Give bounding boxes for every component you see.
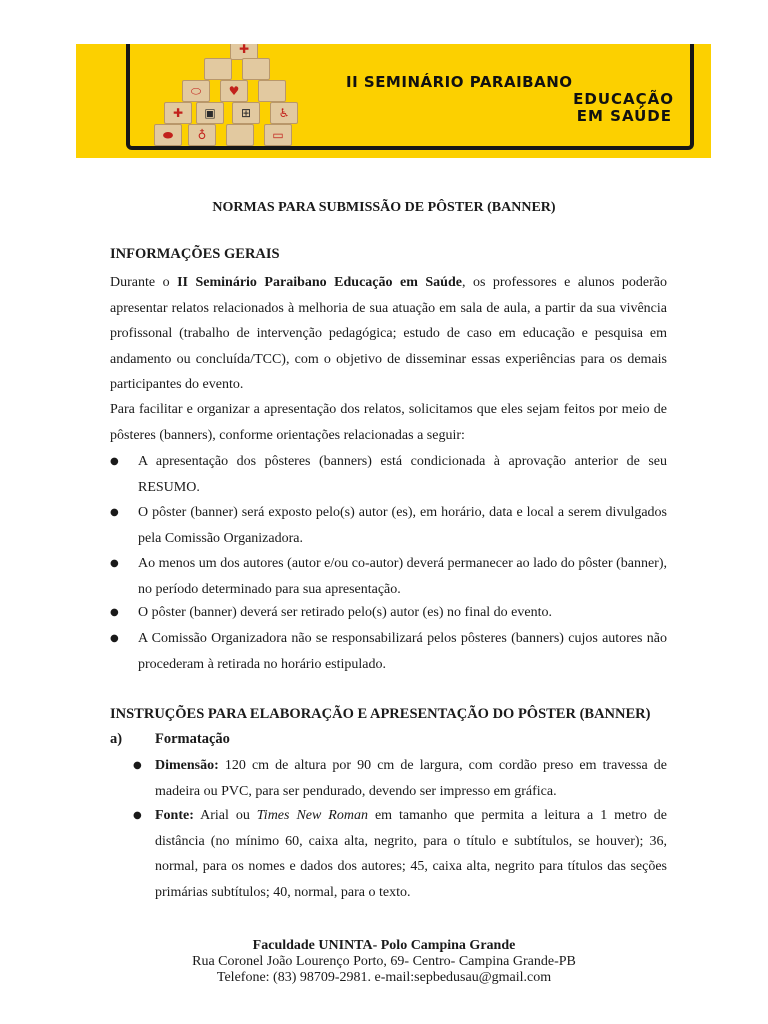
footer-address: Rua Coronel João Lourenço Porto, 69- Centro- Campina Grande-PB: [192, 954, 576, 969]
intro-text-post: , os professores e alunos poderão apresentar relatos relacionados à melhoria de sua atuação em sala de aula, a partir da sua vivência profissonal (trabalho de intervenção pedagógica; estudo de caso em educação e pesquisa em andamento ou concluída/TCC), com o objetivo de disseminar essas experiências para os demais participantes do evento.: [110, 275, 668, 392]
section-heading-general: INFORMAÇÕES GERAIS: [110, 246, 280, 262]
dimension-label: Dimensão:: [155, 758, 219, 773]
block-blank: [258, 80, 286, 102]
list-item: [110, 500, 667, 551]
footer-institution: Faculdade UNINTA- Polo Campina Grande: [252, 938, 516, 953]
banner-title: [346, 74, 676, 125]
list-item-text: O pôster (banner) será exposto pelo(s) autor (es), em horário, data e local a serem divulgados pela Comissão Organizadora.: [138, 505, 667, 546]
list-item: [110, 626, 667, 677]
medkit-icon: ▣: [196, 102, 224, 124]
font-label: Fonte:: [155, 808, 194, 823]
banner-title-line2: EDUCAÇÃO: [573, 90, 674, 108]
list-item-text: A Comissão Organizadora não se responsabilizará pelos pôsteres (banners) cujos autores não procederam à retirada no horário estipulado.: [138, 631, 667, 672]
medkit-icon: ✚: [164, 102, 192, 124]
bullet-icon: ●: [110, 507, 119, 518]
bullet-icon: ●: [110, 456, 119, 467]
medkit-icon: ⊞: [232, 102, 260, 124]
block-blank: [242, 58, 270, 80]
bullet-icon: ●: [133, 760, 142, 771]
list-item: [110, 449, 667, 500]
heart-icon: ♥: [220, 80, 248, 102]
pill-icon: ⬭: [182, 80, 210, 102]
pill-icon: ⬬: [154, 124, 182, 146]
list-item-text: O pôster (banner) deverá ser retirado pelo(s) autor (es) no final do evento.: [138, 605, 552, 620]
list-item-text: A apresentação dos pôsteres (banners) está condicionada à aprovação anterior de seu RESUMO.: [138, 454, 667, 495]
section-heading-instructions: INSTRUÇÕES PARA ELABORAÇÃO E APRESENTAÇÃO DO PÔSTER (BANNER): [110, 706, 651, 722]
document-title: NORMAS PARA SUBMISSÃO DE PÔSTER (BANNER): [212, 200, 556, 215]
bullet-icon: ●: [110, 607, 119, 618]
block-blank: [204, 58, 232, 80]
font-italic-name: Times New Roman: [256, 808, 368, 823]
event-name: II Seminário Paraibano Educação em Saúde: [177, 275, 462, 290]
list-item-text: Ao menos um dos autores (autor e/ou co-autor) deverá permanecer ao lado do pôster (banner), no período determinado para sua apresentação.: [138, 556, 667, 597]
block-blank: [226, 124, 254, 146]
paragraph-intro: [110, 270, 667, 398]
banner-title-line3: EM SAÚDE: [576, 107, 672, 125]
list-item: [110, 600, 667, 626]
event-banner: [76, 44, 711, 158]
subsection-label: a): [110, 731, 123, 747]
list-item: [110, 551, 667, 602]
list-item: [133, 803, 667, 905]
banner-frame: [126, 44, 694, 150]
footer-contact: Telefone: (83) 98709-2981. e-mail:sepbedusau@gmail.com: [216, 970, 552, 985]
subsection-title: Formatação: [155, 731, 230, 747]
stethoscope-icon: ♁: [188, 124, 216, 146]
font-text: em tamanho que permita a leitura a 1 metro de distância (no mínimo 60, caixa alta, negrito, para o título e subtítulos, se houver); 36, normal, para os nomes e dados dos autores; 45, caixa alta, negrito para títulos das seções primárias subtítulos; 40, normal, para o texto.: [155, 808, 667, 900]
intro-text-pre: Durante o: [110, 275, 178, 290]
dimension-text: 120 cm de altura por 90 cm de largura, com cordão preso em travessa de madeira ou PVC, para ser pendurado, devendo ser impresso em gráfica.: [155, 758, 667, 799]
medical-blocks-pyramid: [130, 44, 330, 146]
font-text-pre: Arial ou: [193, 808, 257, 823]
bullet-icon: ●: [110, 558, 119, 569]
plus-icon: ✚: [230, 44, 258, 60]
paragraph-purpose: Para facilitar e organizar a apresentação dos relatos, solicitamos que eles sejam feitos por meio de pôsteres (banners), conforme orientações relacionadas a seguir:: [110, 402, 667, 443]
list-item: [133, 753, 667, 804]
bullet-icon: ●: [133, 810, 142, 821]
banner-title-line1: II SEMINÁRIO PARAIBANO: [346, 73, 573, 91]
bullet-icon: ●: [110, 633, 119, 644]
jar-icon: ▭: [264, 124, 292, 146]
wheelchair-icon: ♿: [270, 102, 298, 124]
